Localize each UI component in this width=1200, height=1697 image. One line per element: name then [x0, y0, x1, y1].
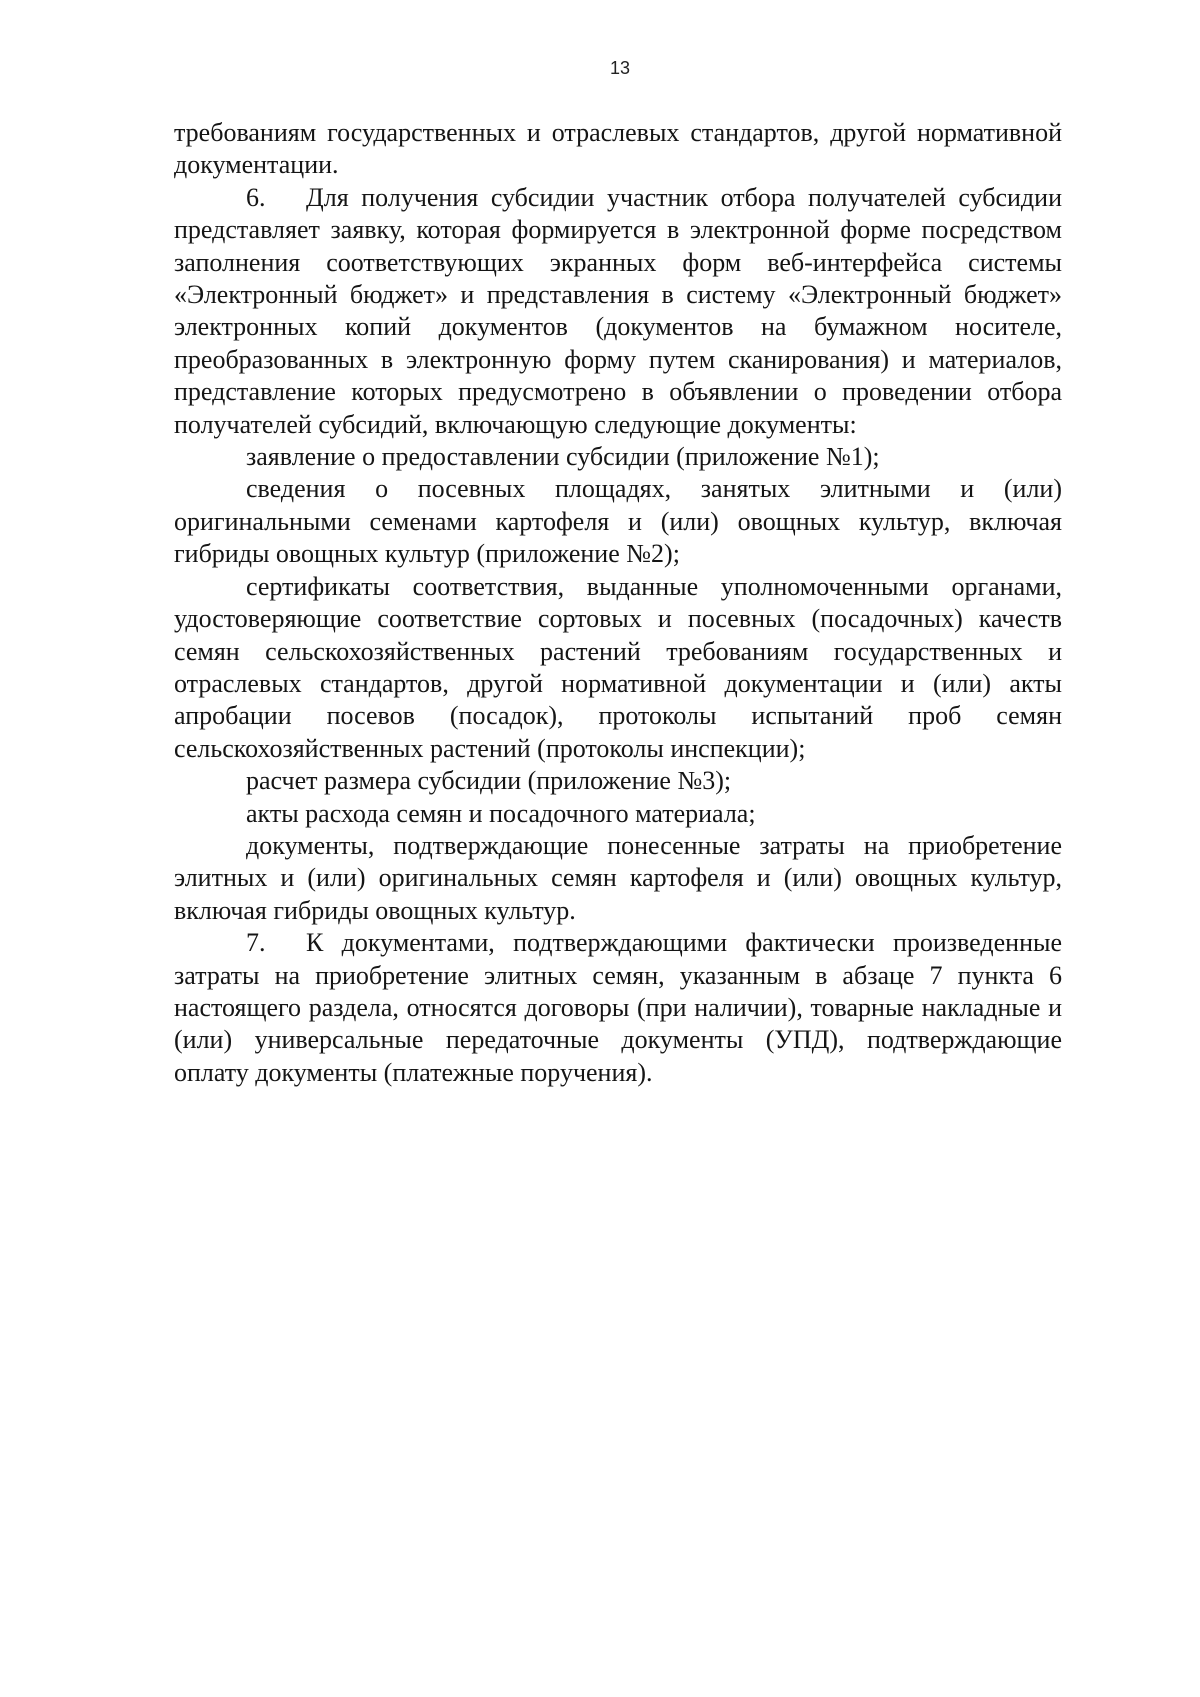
paragraph-text: Для получения субсидии участник отбора получателей субсидии представляет заявку, которая формируется в электронной форме посредством заполнения соответствующих экранных форм веб-интерфейса системы «Электронный бюджет» и представления в систему «Электронный бюджет» электронных копий документов (документов на бумажном носителе, преобразованных в электронную форму путем сканирования) и материалов, представление которых предусмотрено в объявлении о проведении отбора получателей субсидий, включающую следующие документы:	[174, 182, 1062, 439]
paragraph-text: акты расхода семян и посадочного материала;	[246, 798, 756, 828]
paragraph-item-6	[174, 182, 1062, 441]
paragraph-text: К документами, подтверждающими фактически произведенные затраты на приобретение элитных семян, указанным в абзаце 7 пункта 6 настоящего раздела, относятся договоры (при наличии), товарные накладные и (или) универсальные передаточные документы (УПД), подтверждающие оплату документы (платежные поручения).	[174, 928, 1062, 1087]
list-item-certificates	[174, 571, 1062, 765]
paragraph-text: заявление о предоставлении субсидии (приложение №1);	[246, 442, 880, 472]
list-item-sown-areas	[174, 473, 1062, 570]
paragraph-continuation	[174, 117, 1062, 182]
paragraph-number: 6.	[246, 182, 266, 212]
paragraph-text: расчет размера субсидии (приложение №3);	[246, 766, 732, 796]
document-body	[174, 117, 1062, 1089]
list-item-cost-documents	[174, 830, 1062, 927]
page-number: 13	[609, 58, 631, 78]
paragraph-text: сведения о посевных площадях, занятых элитными и (или) оригинальными семенами картофеля и (или) овощных культур, включая гибриды овощных культур (приложение №2);	[174, 474, 1062, 569]
paragraph-text: требованиям государственных и отраслевых стандартов, другой нормативной документации.	[174, 118, 1062, 180]
list-item-seed-acts	[174, 798, 1062, 830]
list-item-application	[174, 441, 1062, 473]
paragraph-number: 7.	[246, 928, 266, 958]
paragraph-item-7	[174, 927, 1062, 1089]
list-item-subsidy-calculation	[174, 765, 1062, 797]
paragraph-text: документы, подтверждающие понесенные затраты на приобретение элитных и (или) оригинальных семян картофеля и (или) овощных культур, включая гибриды овощных культур.	[174, 830, 1062, 925]
paragraph-text: сертификаты соответствия, выданные уполномоченными органами, удостоверяющие соответствие сортовых и посевных (посадочных) качеств семян сельскохозяйственных растений требованиям государственных и отраслевых стандартов, другой нормативной документации и (или) акты апробации посевов (посадок), протоколы испытаний проб семян сельскохозяйственных растений (протоколы инспекции);	[174, 571, 1062, 763]
